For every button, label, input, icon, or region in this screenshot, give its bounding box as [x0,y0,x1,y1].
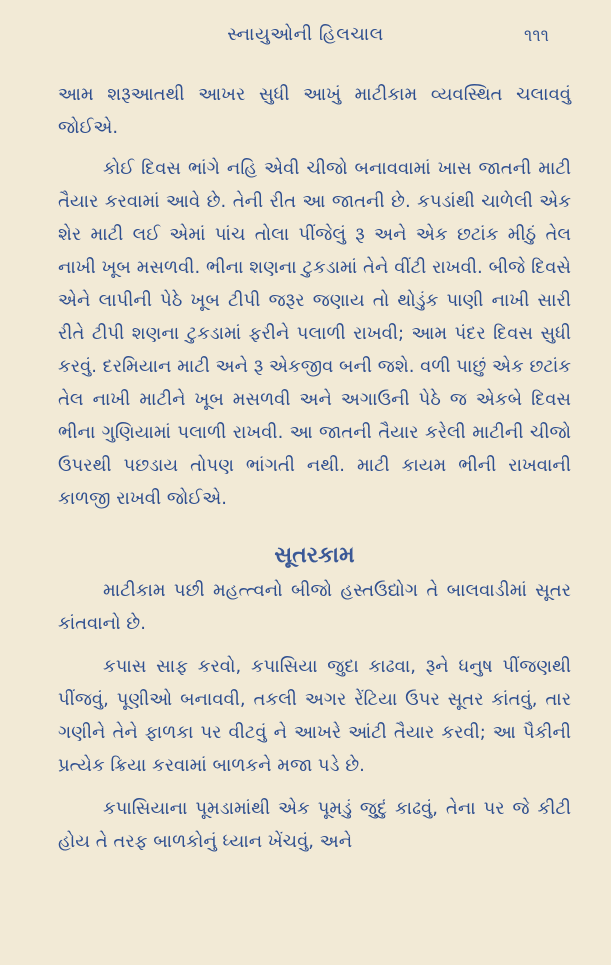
running-title: સ્નાયુઓની હિલચાલ [227,24,384,45]
paragraph: કોઈ દિવસ ભાંગે નહિ એવી ચીજો બનાવવામાં ખાસ જાતની માટી તૈયાર કરવામાં આવે છે. તેની રીત આ જાતની છે. કપડાંથી ચાળેલી એક શેર માટી લઈ એમાં પાંચ તોલા પીંજેલું રૂ અને એક છટાંક મીઠું તેલ નાખી ખૂબ મસળવી. ભીના શણના ટુકડામાં તેને વીંટી રાખવી. બીજે દિવસે એને લાપીની પેઠે ખૂબ ટીપી જરૂર જણાય તો થોડુંક પાણી નાખી સારી રીતે ટીપી શણના ટુકડામાં ફરીને પલાળી રાખવી; આમ પંદર દિવસ સુધી કરવું. દરમિયાન માટી અને રૂ એકજીવ બની જશે. વળી પાછું એક છટાંક તેલ નાખી માટીને ખૂબ મસળવી અને અગાઉની પેઠે જ એકબે દિવસ ભીના ગુણિયામાં પલાળી રાખવી. આ જાતની તૈયાર કરેલી માટીની ચીજો ઉપરથી પછડાય તોપણ ભાંગતી નથી. માટી કાયમ ભીની રાખવાની કાળજી રાખવી જોઈએ. [58,158,571,509]
paragraph: કપાસ સાફ કરવો, કપાસિયા જુદા કાઢવા, રૂને ધનુષ પીંજણથી પીંજવું, પૂણીઓ બનાવવી, તકલી અગર રેંટિયા ઉપર સૂતર કાંતવું, તાર ગણીને તેને ફાળકા પર વીટવું ને આખરે આંટી તૈયાર કરવી; આ પૈકીની પ્રત્યેક ક્રિયા કરવામાં બાળકને મજા પડે છે. [58,656,571,776]
section-heading: સૂતરકામ [274,543,355,568]
paragraph: આમ શરૂઆતથી આખર સુધી આખું માટીકામ વ્યવસ્થિત ચલાવવું જોઈએ. [58,84,571,138]
paragraph: માટીકામ પછી મહત્ત્વનો બીજો હસ્તઉદ્યોગ તે બાલવાડીમાં સૂતર કાંતવાનો છે. [58,580,571,634]
paragraph: કપાસિયાના પૂમડામાંથી એક પૂમડું જુદું કાઢવું, તેના પર જે કીટી હોય તે તરફ બાળકોનું ધ્યાન ખેંચવું, અને [58,798,571,852]
page-header [0,24,611,54]
page-body [58,78,571,858]
page-number: ૧૧૧ [524,26,549,46]
